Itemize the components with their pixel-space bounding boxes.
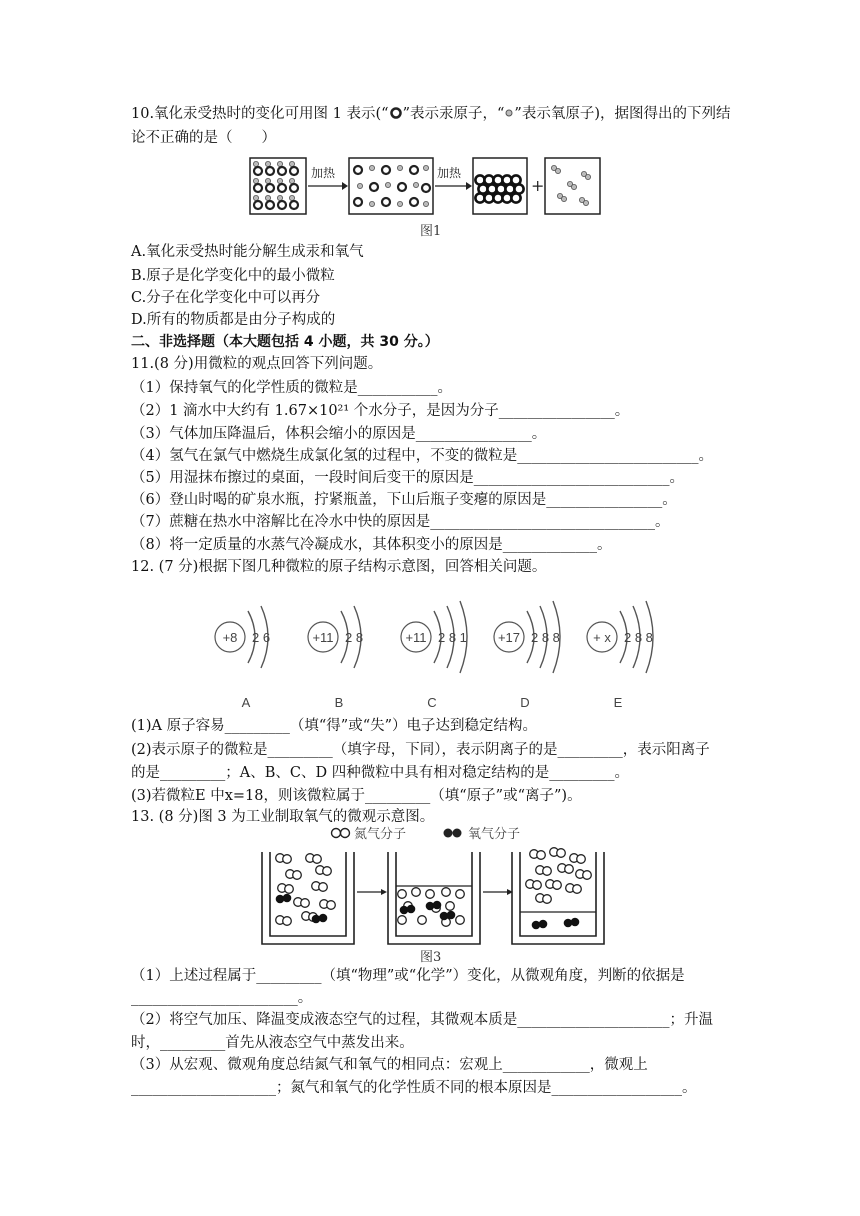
mercury-atom — [382, 198, 390, 206]
nucleus-charge: + x — [593, 630, 611, 645]
oxygen-atom — [583, 200, 588, 205]
electron-counts: 2 6 — [252, 630, 271, 645]
q11-item-5: （5）用湿抹布擦过的桌面，一段时间后变干的原因是___________________________。 — [131, 470, 684, 486]
atom-diagram-b — [308, 606, 363, 710]
atom-label: C — [427, 695, 437, 710]
plus-sign: + — [531, 176, 545, 195]
mercury-atom — [398, 183, 406, 191]
oxygen-atom — [253, 178, 258, 183]
electron-counts: 2 8 1 — [438, 630, 467, 645]
nucleus-charge: +11 — [312, 630, 334, 645]
n2-legend-icon — [332, 829, 341, 838]
oxygen-atom — [277, 161, 282, 166]
mercury-atom — [290, 184, 298, 192]
figure-1-box-mercury-oxide — [250, 158, 306, 214]
oxygen-atom — [253, 195, 258, 200]
oxygen-atom — [585, 174, 590, 179]
figure-1-box-oxygen — [545, 158, 600, 214]
figure-1-arrow-2 — [435, 165, 472, 190]
electron-counts: 2 8 8 — [624, 630, 653, 645]
mercury-atom — [370, 183, 378, 191]
atom-diagram-a — [215, 606, 270, 710]
mercury-atom-icon — [389, 107, 403, 119]
oxygen-atom — [277, 178, 282, 183]
q13-item-1: （1）上述过程属于_________（填“物理”或“化学”）变化，从微观角度，判断的依据是 — [131, 968, 685, 984]
mercury-atom — [410, 166, 418, 174]
oxygen-atom — [385, 182, 390, 187]
mercury-atom — [254, 201, 262, 209]
figure-3-legend — [332, 827, 521, 842]
q10-option-b: B.原子是化学变化中的最小微粒 — [131, 268, 335, 284]
n2-molecule — [398, 916, 407, 925]
atom-diagram-c — [401, 601, 467, 710]
mercury-atom — [278, 167, 286, 175]
oxygen-atom — [369, 165, 374, 170]
oxygen-atom — [265, 195, 270, 200]
oxygen-atom — [555, 168, 560, 173]
q11-item-6: （6）登山时喝的矿泉水瓶，拧紧瓶盖，下山后瓶子变瘪的原因是________________。 — [131, 492, 677, 508]
oxygen-atom — [277, 195, 282, 200]
q11-stem: 11.(8 分)用微粒的观点回答下列问题。 — [131, 356, 383, 372]
figure-3 — [250, 822, 630, 962]
q12-stem: 12. (7 分)根据下图几种微粒的原子结构示意图，回答相关问题。 — [131, 559, 547, 575]
q13-item-2: （2）将空气加压、降温变成液态空气的过程，其微观本质是_____________________；升温 — [131, 1012, 713, 1028]
nucleus-charge: +17 — [497, 630, 521, 645]
mercury-atom — [354, 198, 362, 206]
atom-label: A — [241, 695, 251, 710]
mercury-atom — [266, 184, 274, 192]
section-2-heading: 二、非选择题（本大题包括 4 小题，共 30 分。） — [131, 334, 439, 350]
q10-stem-part3: ”表示氧原子)，据图得出的下列结 — [514, 106, 731, 122]
oxygen-atom — [423, 165, 428, 170]
q12-item-2-cont: 的是_________；A、B、C、D 四种微粒中具有相对稳定结构的是_________。 — [131, 765, 629, 781]
q11-item-4: （4）氢气在氯气中燃烧生成氯化氢的过程中，不变的微粒是_________________________。 — [131, 448, 713, 464]
oxygen-atom — [571, 184, 576, 189]
atom-diagram-d — [494, 601, 560, 710]
mercury-atom — [511, 193, 520, 202]
n2-molecule — [418, 916, 427, 925]
oxygen-atom — [397, 201, 402, 206]
q11-item-1: （1）保持氧气的化学性质的微粒是___________。 — [131, 380, 452, 396]
oxygen-atom — [369, 201, 374, 206]
n2-molecule — [456, 890, 465, 899]
mercury-atom — [266, 167, 274, 175]
oxygen-atom — [357, 183, 362, 188]
n2-molecule — [398, 890, 407, 899]
q13-item-3: （3）从宏观、微观角度总结氮气和氧气的相同点：宏观上____________，微观上 — [131, 1057, 648, 1073]
oxygen-atom — [289, 195, 294, 200]
figure-1-box-mercury — [473, 158, 527, 214]
atomic-structure-diagrams — [200, 585, 660, 715]
q11-item-7: （7）蔗糖在热水中溶解比在冷水中快的原因是_______________________________。 — [131, 514, 670, 530]
figure-1 — [248, 156, 628, 218]
figure-3-caption: 图3 — [420, 950, 442, 965]
mercury-atom — [422, 184, 430, 192]
oxygen-atom — [413, 182, 418, 187]
q13-item-3-cont: ____________________；氮气和氧气的化学性质不同的根本原因是__________________。 — [131, 1080, 697, 1096]
o2-legend-icon — [444, 829, 453, 838]
nucleus-charge: +8 — [222, 630, 238, 645]
mercury-atom — [382, 166, 390, 174]
heat-label-1: 加热 — [311, 166, 336, 180]
oxygen-atom — [397, 165, 402, 170]
q11-item-3: （3）气体加压降温后，体积会缩小的原因是________________。 — [131, 426, 547, 442]
mercury-atom — [254, 167, 262, 175]
legend-n2-label: 氮气分子 — [354, 827, 407, 842]
q10-option-d: D.所有的物质都是由分子构成的 — [131, 312, 336, 328]
beaker-liquid-air — [388, 852, 480, 944]
figure-1-box-mixed — [349, 158, 433, 214]
figure-3-arrow-1 — [357, 889, 387, 895]
mercury-atom — [354, 166, 362, 174]
q10-option-a: A.氧化汞受热时能分解生成汞和氧气 — [131, 244, 364, 260]
q10-stem-line2: 论不正确的是（ ） — [131, 130, 276, 146]
n2-molecule — [412, 888, 421, 897]
oxygen-atom — [289, 161, 294, 166]
figure-3-arrow-2 — [483, 889, 513, 895]
legend-o2-label: 氧气分子 — [468, 827, 521, 842]
n2-molecule — [442, 888, 451, 897]
mercury-atom — [254, 184, 262, 192]
q10-stem-line1 — [131, 104, 730, 124]
oxygen-atom — [289, 178, 294, 183]
mercury-atom — [278, 201, 286, 209]
n2-molecule — [446, 902, 455, 911]
q12-item-3: (3)若微粒E 中x=18，则该微粒属于_________（填“原子”或“离子”)。 — [131, 788, 582, 804]
beaker-separated — [512, 848, 604, 944]
q11-item-8: （8）将一定质量的水蒸气冷凝成水，其体积变小的原因是_____________。 — [131, 537, 612, 553]
q12-item-2: (2)表示原子的微粒是_________（填字母，下同），表示阴离子的是_________，表示阳离子 — [131, 742, 710, 758]
mercury-atom — [290, 201, 298, 209]
q10-stem-part2: ”表示汞原子，“ — [402, 106, 505, 122]
q12-item-1: (1)A 原子容易_________（填“得”或“失”）电子达到稳定结构。 — [131, 718, 538, 734]
atom-label: B — [334, 695, 344, 710]
figure-1-arrow-1 — [308, 165, 348, 190]
q11-item-2: （2）1 滴水中大约有 1.67×10²¹ 个水分子，是因为分子________________。 — [131, 403, 630, 419]
atom-label: D — [520, 695, 530, 710]
atom-diagram-e — [587, 601, 653, 710]
atom-label: E — [613, 695, 623, 710]
oxygen-atom — [265, 161, 270, 166]
q10-option-c: C.分子在化学变化中可以再分 — [131, 290, 321, 306]
n2-molecule — [456, 916, 465, 925]
oxygen-atom — [423, 201, 428, 206]
oxygen-atom — [265, 178, 270, 183]
q10-stem-part1: 10.氧化汞受热时的变化可用图 1 表示(“ — [131, 106, 389, 122]
beaker-air — [262, 852, 354, 944]
q13-item-2-cont: 时，_________首先从液态空气中蒸发出来。 — [131, 1035, 414, 1051]
q13-stem: 13. (8 分)图 3 为工业制取氧气的微观示意图。 — [131, 809, 435, 825]
oxygen-atom — [561, 196, 566, 201]
mercury-atom — [290, 167, 298, 175]
oxygen-atom — [253, 161, 258, 166]
heat-label-2: 加热 — [437, 166, 462, 180]
mercury-atom — [278, 184, 286, 192]
q13-item-1-cont: _______________________。 — [131, 990, 313, 1006]
electron-counts: 2 8 8 — [531, 630, 560, 645]
oxygen-atom-icon — [504, 107, 514, 119]
electron-counts: 2 8 — [345, 630, 364, 645]
figure-1-caption: 图1 — [420, 224, 442, 239]
n2-molecule — [426, 890, 435, 899]
nucleus-charge: +11 — [405, 630, 427, 645]
mercury-atom — [266, 201, 274, 209]
mercury-atom — [410, 198, 418, 206]
